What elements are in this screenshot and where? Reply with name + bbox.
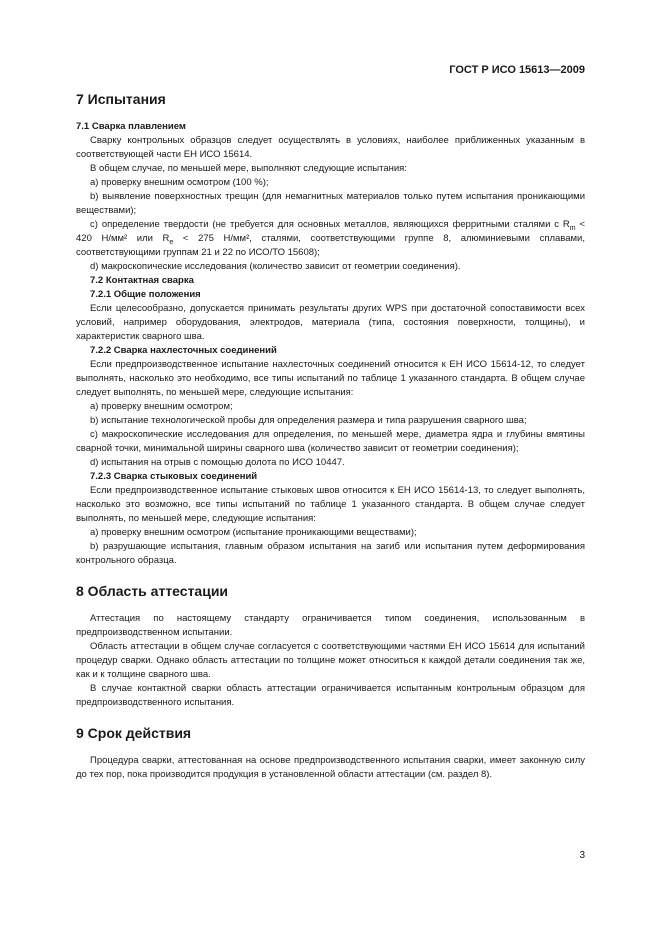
paragraph: В общем случае, по меньшей мере, выполняют следующие испытания:: [90, 163, 407, 174]
section-7-2-title: 7.2 Контактная сварка: [90, 275, 194, 286]
list-item: d) макроскопические исследования (количество зависит от геометрии соединения).: [90, 261, 461, 272]
paragraph: Если предпроизводственное испытание нахлесточных соединений относится к ЕН ИСО 15614-12, то следует выполнять, насколько это необходимо, все типы испытаний по таблице 1 указанного стандарта. В общем случае следует выполнять, по меньшей мере, следующие испытания:: [76, 359, 585, 398]
paragraph: Сварку контрольных образцов следует осуществлять в условиях, наиболее приближенных указанным в соответствующей части ЕН ИСО 15614.: [76, 135, 585, 160]
list-item: b) испытание технологической пробы для определения размера и типа разрушения сварного шва;: [90, 415, 527, 426]
section-9-title: 9 Срок действия: [76, 725, 192, 741]
paragraph: Если целесообразно, допускается принимать результаты других WPS при достаточной сопоставимости всех условий, например оборудования, электродов, материала (типа, состояния поверхности, толщины), и характеристик сварного шва.: [76, 303, 585, 342]
list-item: d) испытания на отрыв с помощью долота по ИСО 10447.: [90, 457, 345, 468]
list-item: a) проверку внешним осмотром (испытание проникающими веществами);: [90, 527, 417, 538]
page-content: [76, 90, 585, 782]
list-item: c) макроскопические исследования для определения, по меньшей мере, диаметра ядра и глубины вмятины сварной точки, минимальной ширины сварного шва (количество зависит от геометрии соединения);: [76, 429, 585, 454]
paragraph: Аттестация по настоящему стандарту ограничивается типом соединения, использованным в предпроизводственном испытании.: [76, 613, 585, 638]
list-item: a) проверку внешним осмотром (100 %);: [90, 177, 269, 188]
section-7-1-title: 7.1 Сварка плавлением: [76, 121, 186, 132]
section-7-2-1-title: 7.2.1 Общие положения: [90, 289, 201, 300]
paragraph: Процедура сварки, аттестованная на основе предпроизводственного испытания сварки, имеет законную силу до тех пор, пока производится продукция в установленной области аттестации (см. раздел 8).: [76, 755, 585, 780]
section-8-title: 8 Область аттестации: [76, 583, 229, 599]
section-7-2-3-title: 7.2.3 Сварка стыковых соединений: [90, 471, 258, 482]
paragraph: В случае контактной сварки область аттестации ограничивается испытанным контрольным образцом для предпроизводственного испытания.: [76, 683, 585, 708]
paragraph: Если предпроизводственное испытание стыковых швов относится к ЕН ИСО 15614-13, то следует выполнять, насколько это возможно, все типы испытаний по таблице 1 указанного стандарта. В общем случае следует выполнять, по меньшей мере, следующие испытания:: [76, 485, 585, 524]
paragraph: Область аттестации в общем случае согласуется с соответствующими частями ЕН ИСО 15614 для испытаний процедур сварки. Однако область аттестации по толщине может относиться к каждой детали соединения так же, как и к толщине сварного шва.: [76, 641, 585, 680]
section-7-title: 7 Испытания: [76, 91, 166, 107]
list-item: c) определение твердости (не требуется для основных металлов, являющихся ферритными сталями с $R_m < 420$ Н/мм² или $R_e < 275$ Н/мм², сталями, соответствующими группе 8, алюминиевыми сплавами, соответствующими группам 21 и 22 по ИСО/ТО 15608);: [76, 219, 586, 258]
list-item: b) выявление поверхностных трещин (для немагнитных материалов только путем испытания проникающими веществами);: [76, 191, 586, 216]
section-7-2-2-title: 7.2.2 Сварка нахлесточных соединений: [90, 345, 277, 356]
standard-header: ГОСТ Р ИСО 15613—2009: [449, 64, 585, 76]
list-item: b) разрушающие испытания, главным образом испытания на загиб или испытания путем деформирования контрольного образца.: [76, 541, 585, 566]
page-number: 3: [579, 850, 585, 861]
list-item: a) проверку внешним осмотром;: [90, 401, 233, 412]
